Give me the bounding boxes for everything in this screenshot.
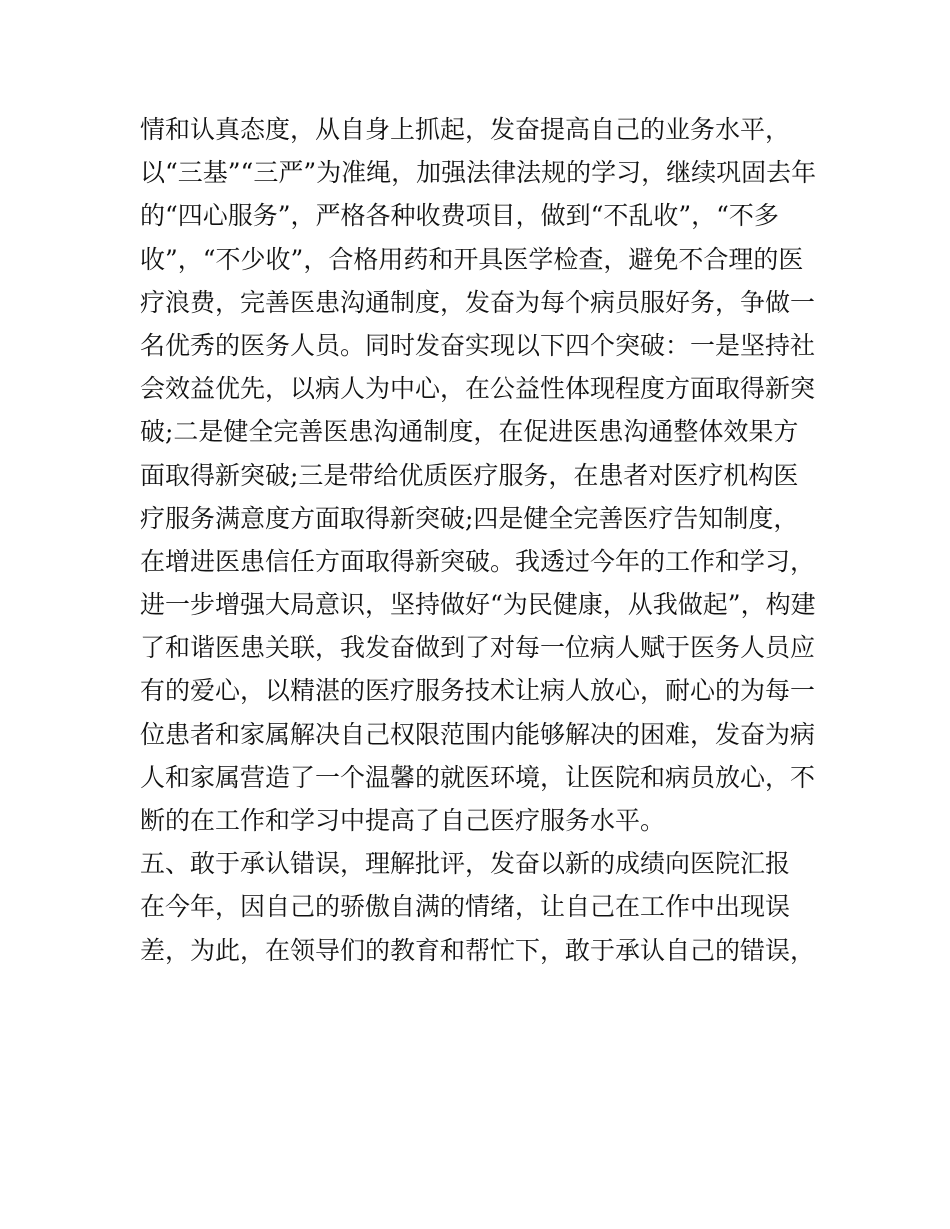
text-line: 名优秀的医务人员。同时发奋实现以下四个突破：一是坚持社 [140, 330, 816, 360]
text-line: 收”，“不少收”，合格用药和开具医学检查，避免不合理的医 [140, 244, 804, 274]
text-line: 进一步增强大局意识，坚持做好“为民健康，从我做起”，构建 [140, 590, 816, 620]
text-line: 破;二是健全完善医患沟通制度，在促进医患沟通整体效果方 [140, 417, 799, 447]
text-line: 了和谐医患关联，我发奋做到了对每一位病人赋于医务人员应 [140, 633, 816, 663]
text-line: 会效益优先，以病人为中心，在公益性体现程度方面取得新突 [140, 374, 816, 404]
text-line: 以“三基”“三严”为准绳，加强法律法规的学习，继续巩固去年 [140, 158, 817, 188]
text-line: 在今年，因自己的骄傲自满的情绪，让自己在工作中出现误 [140, 892, 791, 922]
text-line: 情和认真态度，从自身上抓起，发奋提高自己的业务水平， [140, 115, 791, 144]
section-heading: 五、敢于承认错误，理解批评，发奋以新的成绩向医院汇报 [140, 849, 791, 879]
text-line: 人和家属营造了一个温馨的就医环境，让医院和病员放心，不 [140, 762, 816, 792]
text-line: 的“四心服务”，严格各种收费项目，做到“不乱收”，“不多 [140, 201, 779, 231]
text-line: 在增进医患信任方面取得新突破。我透过今年的工作和学习， [140, 546, 816, 576]
text-line: 断的在工作和学习中提高了自己医疗服务水平。 [140, 806, 666, 835]
text-line: 位患者和家属解决自己权限范围内能够解决的困难，发奋为病 [140, 719, 816, 749]
text-line: 面取得新突破;三是带给优质医疗服务，在患者对医疗机构医 [140, 460, 799, 490]
text-line: 差，为此，在领导们的教育和帮忙下，敢于承认自己的错误， [140, 935, 816, 965]
text-line: 疗浪费，完善医患沟通制度，发奋为每个病员服好务，争做一 [140, 287, 816, 317]
text-line: 疗服务满意度方面取得新突破;四是健全完善医疗告知制度， [140, 503, 799, 533]
document-body [140, 108, 830, 972]
text-line: 有的爱心，以精湛的医疗服务技术让病人放心，耐心的为每一 [140, 676, 816, 706]
